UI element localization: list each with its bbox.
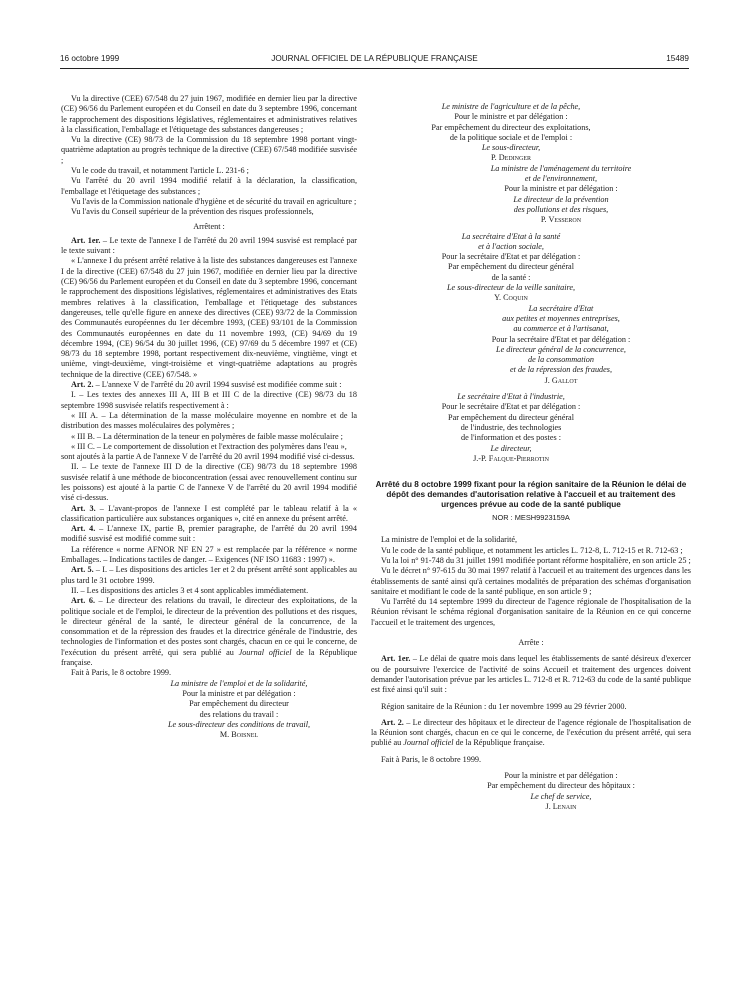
signature-line: Le directeur général de la concurrence,: [496, 344, 626, 354]
journal-officiel-ref: Journal officiel: [238, 647, 292, 657]
right-column: [371, 102, 691, 812]
page-header: [60, 54, 689, 68]
article-4-extra: La référence « norme AFNOR NF EN 27 » est remplacée par la référence « norme Emballages. – Indications tactiles de danger. – Exigences (NF ISO 11683 : 1997) ».: [61, 544, 357, 565]
signature-line: Pour la secrétaire d'Etat et par délégation :: [491, 334, 631, 344]
signature-line: La secrétaire d'Etat: [528, 303, 594, 313]
signature-line: des relations du travail :: [199, 709, 279, 719]
signature-line: Le chef de service,: [530, 791, 592, 801]
signature-line: Par empêchement du directeur des hôpitaux :: [487, 781, 635, 791]
article-label: Art. 4.: [71, 524, 96, 534]
fait-a-paris: Fait à Paris, le 8 octobre 1999.: [381, 754, 482, 764]
signatory-name: J. Gallot: [544, 375, 578, 385]
article-2-item: sont ajoutés à la partie A de l'annexe V de l'arrêté du 20 avril 1994 modifié visé ci-dessus.: [61, 452, 355, 462]
article-1-extra: Région sanitaire de la Réunion : du 1er novembre 1999 au 29 février 2000.: [381, 701, 627, 711]
signature-line: Le sous-directeur de la veille sanitaire,: [446, 283, 576, 293]
article-1-quote: « L'annexe I du présent arrêté relative à la liste des substances dangereuses est l'annexe I de la directive (CEE) 67/548 du 27 juin 1967, modifiée en dernier lieu par la directive (CE) 96/56 du Parlement européen et du Conseil en date du 3 septembre 1996, concernant le rapprochement des dispositions législatives, réglementaires et administratives des Etats membres relatives à la classification, l'emballage et l'étiquetage des substances dangereuses, telle qu'elle figure en annexe des directives (CEE) 93/72 de la Commission des Communautés européennes du 1er décembre 1993, (CEE) 93/101 de la Commission des Communautés européennes en date du 11 novembre 1993, (CE) 94/69 du 19 décembre 1994, (CE) 96/54 du 30 juillet 1996, (CE) 97/69 du 5 décembre 1997 et (CE) 98/73 du 18 septembre 1998, portant respectivement dix-neuvième, vingtième, vingt et unième, vingt-deuxième, vingt-troisième et vingt-quatrième adaptations au progrès technique de la directive (CEE) 67/548. »: [61, 256, 357, 379]
signature-line: Par empêchement du directeur général: [448, 412, 574, 422]
article-label: Art. 2.: [71, 380, 94, 390]
article-label: Art. 1er.: [381, 654, 411, 664]
visa: Vu l'avis du Conseil supérieur de la prévention des risques professionnels,: [71, 207, 314, 217]
article-label: Art. 2.: [381, 717, 404, 727]
signature-line: Par empêchement du directeur général: [448, 262, 574, 272]
visa: Vu la loi n° 91-748 du 31 juillet 1991 modifiée portant réforme hospitalière, en son article 25 ;: [381, 555, 691, 565]
visa: Vu le code du travail, et notamment l'article L. 231-6 ;: [71, 166, 249, 176]
signature-block-agriculture: [371, 102, 651, 164]
signature-block-industry: [371, 392, 651, 464]
visa: Vu l'avis de la Commission nationale d'hygiène et de sécurité du travail en agriculture ;: [71, 196, 357, 206]
signature-line: Le secrétaire d'Etat à l'industrie,: [457, 392, 565, 402]
article-2: [371, 718, 691, 749]
article-2-item: II. – Le texte de l'annexe III D de la directive (CE) 98/73 du 18 septembre 1998 susvisée relatif à une méthode de bioconcentration (essai avec renouvellement continu sur les poissons) est ajouté à la partie C de l'annexe V de l'arrêté du 20 avril 1994 modifié visé ci-dessus.: [61, 462, 357, 503]
fait-a-paris: Fait à Paris, le 8 octobre 1999.: [71, 668, 172, 678]
signature-line: Pour le ministre et par délégation :: [454, 112, 568, 122]
article-1: [61, 236, 357, 257]
visa: Vu le code de la santé publique, et notamment les articles L. 712-8, L. 712-15 et R. 712-63 ;: [381, 545, 683, 555]
article-text: – Le directeur des relations du travail, le directeur des exploitations, de la politique sociale et de l'emploi, le directeur de la prévention des pollutions et des risques, le directeur général de la santé, le directeur général de la concurrence, de la consommation et de la répression des fraudes et la directrice générale de l'industrie, des technologies de l'information et des postes sont chargés, chacun en ce qui le concerne, de l'exécution du présent arrêté, qui sera publié au: [61, 596, 357, 657]
signature-line: La ministre de l'emploi et de la solidarité,: [170, 678, 308, 688]
signatory-name: M. Boisnel: [219, 730, 259, 740]
arrete-heading: Arrête :: [518, 638, 544, 648]
visa: Vu la directive (CE) 98/73 de la Commission du 18 septembre 1998 portant vingt-quatrième adaptation au progrès technique de la directive (CEE) 67/548 modifiée susvisée ;: [61, 135, 357, 165]
signature-line: des pollutions et des risques,: [513, 204, 609, 214]
journal-officiel-ref: Journal officiel: [403, 738, 454, 748]
signatory-name: Y. Coquin: [494, 293, 528, 303]
signature-line: Par empêchement du directeur des exploitations,: [431, 122, 591, 132]
arretent-heading: Arrêtent :: [193, 221, 225, 231]
signature-block-environment: [431, 164, 691, 226]
signature-line: Pour la ministre et par délégation :: [182, 688, 296, 698]
signatory-name: J. Lenain: [545, 801, 577, 811]
signature-line: de la politique sociale et de l'emploi :: [449, 132, 573, 142]
visa: Vu le décret n° 97-615 du 30 mai 1997 relatif à l'accueil et au traitement des urgences dans les établissements de santé ainsi qu'à certaines modalités de préparation des schémas d'organisation sanitaire et modifiant le code de la santé publique, en son article 9 ;: [371, 566, 691, 596]
article-label: Art. 3.: [71, 503, 96, 513]
signature-line: de la consommation: [528, 355, 594, 365]
decree-title: Arrêté du 8 octobre 1999 fixant pour la région sanitaire de la Réunion le délai de dépôt des demandes d'autorisation relative à l'accueil et au traitement des urgences prévue au code de la santé publique: [375, 480, 687, 510]
article-label: Art. 5.: [71, 565, 94, 575]
article-label: Art. 1er.: [71, 235, 101, 245]
article-1: [371, 654, 691, 695]
signature-line: au commerce et à l'artisanat,: [513, 324, 609, 334]
article-2: [61, 380, 357, 390]
signature-line: Pour la secrétaire d'Etat et par délégation :: [441, 252, 581, 262]
signature-line: Pour la ministre et par délégation :: [504, 771, 618, 781]
journal-title: JOURNAL OFFICIEL DE LA RÉPUBLIQUE FRANÇAISE: [271, 54, 478, 63]
signatory-name: J.-P. Falque-Pierrotin: [473, 453, 549, 463]
header-rule: [60, 68, 689, 69]
article-2-item: « III C. – Le comportement de dissolution et l'extraction des polymères dans l'eau »,: [71, 441, 347, 451]
article-text: – I. – Les dispositions des articles 1er et 2 du présent arrêté sont applicables au plus tard le 31 octobre 1999.: [61, 565, 357, 585]
article-text: – L'annexe V de l'arrêté du 20 avril 1994 susvisé est modifiée comme suit :: [93, 380, 342, 390]
signature-line: Le directeur de la prévention: [513, 194, 609, 204]
signature-line: Pour la ministre et par délégation :: [504, 184, 618, 194]
article-text: – L'avant-propos de l'annexe I est complété par le tableau relatif à la « classification particulière aux substances organiques », cité en annexe du présent arrêté.: [61, 503, 357, 523]
page-number: 15489: [666, 54, 689, 63]
signature-line: Par empêchement du directeur: [189, 699, 289, 709]
article-text: – Le délai de quatre mois dans lequel les établissements de santé désireux d'exercer ou de poursuivre l'exercice de l'activité de soins Accueil et traitement des urgences doivent demander l'autorisation prévue par les articles L. 712-8 et R. 712-63 du code de la santé publique est fixé ainsi qu'il suit :: [371, 654, 692, 695]
article-5: [61, 565, 357, 586]
header-date: 16 octobre 1999: [60, 54, 120, 63]
article-2-item: « III B. – La détermination de la teneur en polymères de faible masse moléculaire ;: [71, 431, 343, 441]
visa: Vu la directive (CEE) 67/548 du 27 juin 1967, modifiée en dernier lieu par la directive (CE) 96/56 du Parlement européen et du Conseil en date du 3 septembre 1996, concernant le rapprochement des dispositions législatives, réglementaires et administratives relatives à la classification, l'emballage et l'étiquetage des substances dangereuses ;: [61, 94, 357, 134]
signature-block-health: [371, 232, 651, 304]
signatory-name: P. Dedinger: [491, 153, 531, 163]
article-text: – Le texte de l'annexe I de l'arrêté du 20 avril 1994 susvisé est remplacé par le texte suivant :: [61, 235, 358, 256]
signature-block: [121, 679, 357, 741]
article-2-item: « III A. – La détermination de la masse moléculaire moyenne en nombre et de la distribution des masses moléculaires des polymères ;: [61, 410, 357, 431]
signatory-name: P. Vesseron: [540, 215, 582, 225]
article-label: Art. 6.: [71, 596, 95, 606]
signature-line: Pour le secrétaire d'Etat et par délégation :: [441, 402, 581, 412]
article-4: [61, 524, 357, 545]
article-6: [61, 596, 357, 668]
article-text: – Le directeur des hôpitaux et le directeur de l'agence régionale de l'hospitalisation de la Réunion sont chargés, chacun en ce qui le concerne, de l'exécution du présent arrêté, qui sera publié au: [371, 717, 691, 748]
article-text-end: de la République française.: [61, 647, 358, 668]
signature-line: et de l'environnement,: [524, 174, 598, 184]
signature-block-sme: [431, 304, 691, 386]
article-3: [61, 504, 357, 525]
article-5-extra: II. – Les dispositions des articles 3 et 4 sont applicables immédiatement.: [71, 585, 309, 595]
nor-reference: NOR : MESH9923159A: [492, 513, 570, 523]
signature-line: Le ministre de l'agriculture et de la pêche,: [441, 102, 581, 111]
article-text: – L'annexe IX, partie B, premier paragraphe, de l'arrêté du 20 avril 1994 modifié susvisé est modifié comme suit :: [61, 524, 357, 544]
signature-line: La secrétaire d'Etat à la santé: [461, 231, 561, 241]
signature-line: et de la répression des fraudes,: [509, 365, 613, 375]
signature-line: Le directeur,: [490, 443, 532, 453]
signature-line: de l'industrie, des technologies: [460, 422, 562, 432]
signature-line: de l'information et des postes :: [461, 433, 561, 443]
signature-line: et à l'action sociale,: [478, 241, 544, 251]
signature-line: aux petites et moyennes entreprises,: [502, 313, 620, 323]
left-column: [61, 94, 357, 740]
article-2-item: I. – Les textes des annexes III A, III B et III C de la directive (CE) 98/73 du 18 septembre 1998 susvisée relatifs respectivement à :: [61, 390, 357, 410]
article-text-end: de la République française.: [453, 738, 545, 748]
decree-intro: La ministre de l'emploi et de la solidarité,: [381, 535, 518, 545]
signature-block: [431, 771, 691, 812]
signature-line: La ministre de l'aménagement du territoire: [490, 163, 632, 173]
visa: Vu l'arrêté du 20 avril 1994 modifié relatif à la déclaration, la classification, l'emballage et l'étiquetage des substances ;: [61, 176, 357, 196]
signature-line: Le sous-directeur des conditions de travail,: [167, 719, 311, 729]
signature-line: de la santé :: [491, 272, 531, 282]
signature-line: Le sous-directeur,: [481, 143, 541, 153]
visa: Vu l'arrêté du 14 septembre 1999 du directeur de l'agence régionale de l'hospitalisation de la Réunion révisant le schéma régional d'organisation sanitaire de la Réunion en ce qui concerne l'accueil et le traitement des urgences,: [371, 597, 691, 627]
